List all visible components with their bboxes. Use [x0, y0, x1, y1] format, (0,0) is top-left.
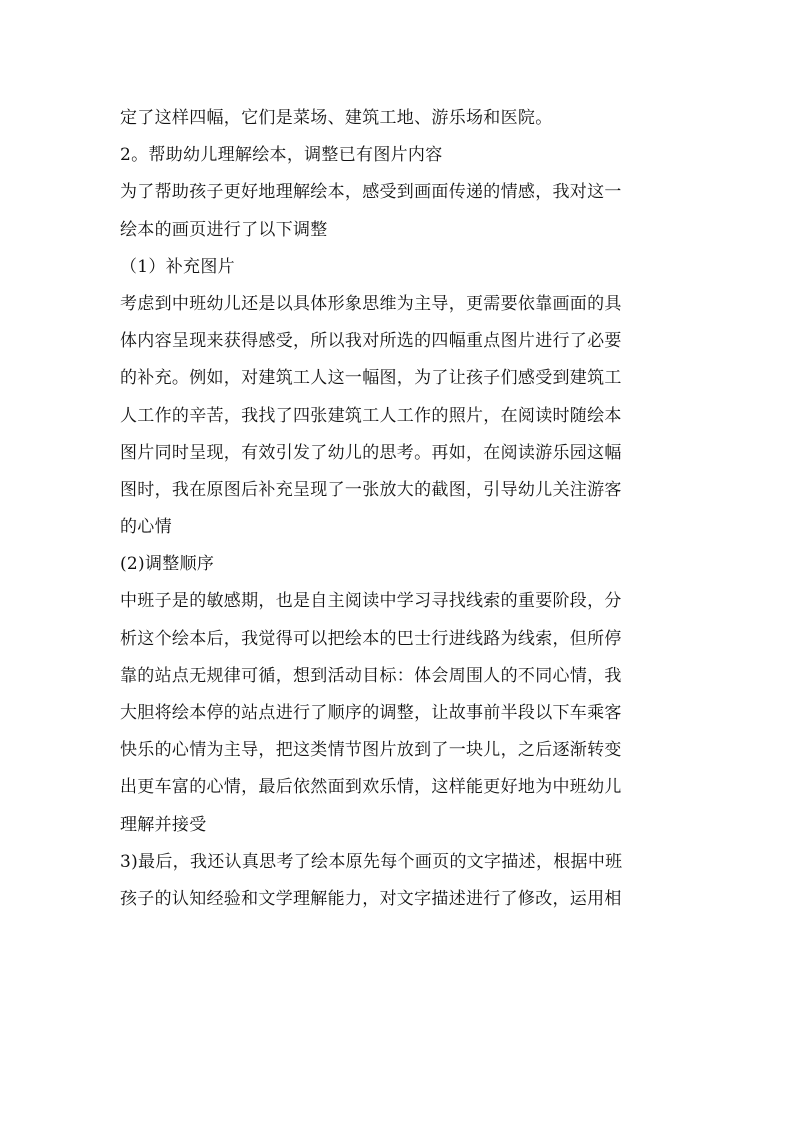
- text-line: 析这个绘本后，我觉得可以把绘本的巴士行进线路为线索，但所停: [120, 628, 622, 649]
- text-line: 孩子的认知经验和文学理解能力，对文字描述进行了修改，运用相: [120, 888, 622, 909]
- text-line: 人工作的辛苦，我找了四张建筑工人工作的照片，在阅读时随绘本: [120, 405, 622, 426]
- document-body: [120, 100, 680, 918]
- text-line: 考虑到中班幼儿还是以具体形象思维为主导，更需要依靠画面的具: [120, 293, 622, 314]
- text-line: 大胆将绘本停的站点进行了顺序的调整，让故事前半段以下车乘客: [120, 703, 622, 723]
- text-line: 图片同时呈现，有效引发了幼儿的思考。再如，在阅读游乐园这幅: [120, 442, 622, 463]
- subsection-heading: (2)调整顺序: [120, 554, 215, 575]
- subsection-heading: （1）补充图片: [120, 256, 235, 277]
- text-line: 的心情: [120, 517, 172, 538]
- text-line: 3)最后，我还认真思考了绘本原先每个画页的文字描述，根据中班: [120, 851, 623, 872]
- text-line: 中班子是的敏感期，也是自主阅读中学习寻找线索的重要阶段，分: [120, 591, 622, 612]
- text-line: 理解并接受: [120, 814, 207, 835]
- text-line: 体内容呈现来获得感受，所以我对所选的四幅重点图片进行了必要: [120, 331, 622, 352]
- text-line: 图时，我在原图后补充呈现了一张放大的截图，引导幼儿关注游客: [120, 479, 622, 500]
- text-line: 的补充。例如，对建筑工人这一幅图，为了让孩子们感受到建筑工: [120, 368, 622, 389]
- text-line: 快乐的心情为主导，把这类情节图片放到了一块儿，之后逐渐转变: [120, 740, 622, 761]
- text-line: 为了帮助孩子更好地理解绘本，感受到画面传递的情感，我对这一: [120, 182, 622, 203]
- text-line: 绘本的画页进行了以下调整: [120, 219, 328, 240]
- text-line: 靠的站点无规律可循，想到活动目标：体会周围人的不同心情，我: [120, 665, 622, 686]
- text-line: 出更车富的心情，最后依然面到欢乐情，这样能更好地为中班幼儿: [120, 777, 622, 798]
- text-line: 定了这样四幅，它们是菜场、建筑工地、游乐场和医院。: [120, 108, 553, 128]
- section-heading: 2。帮助幼儿理解绘本，调整已有图片内容: [120, 145, 443, 166]
